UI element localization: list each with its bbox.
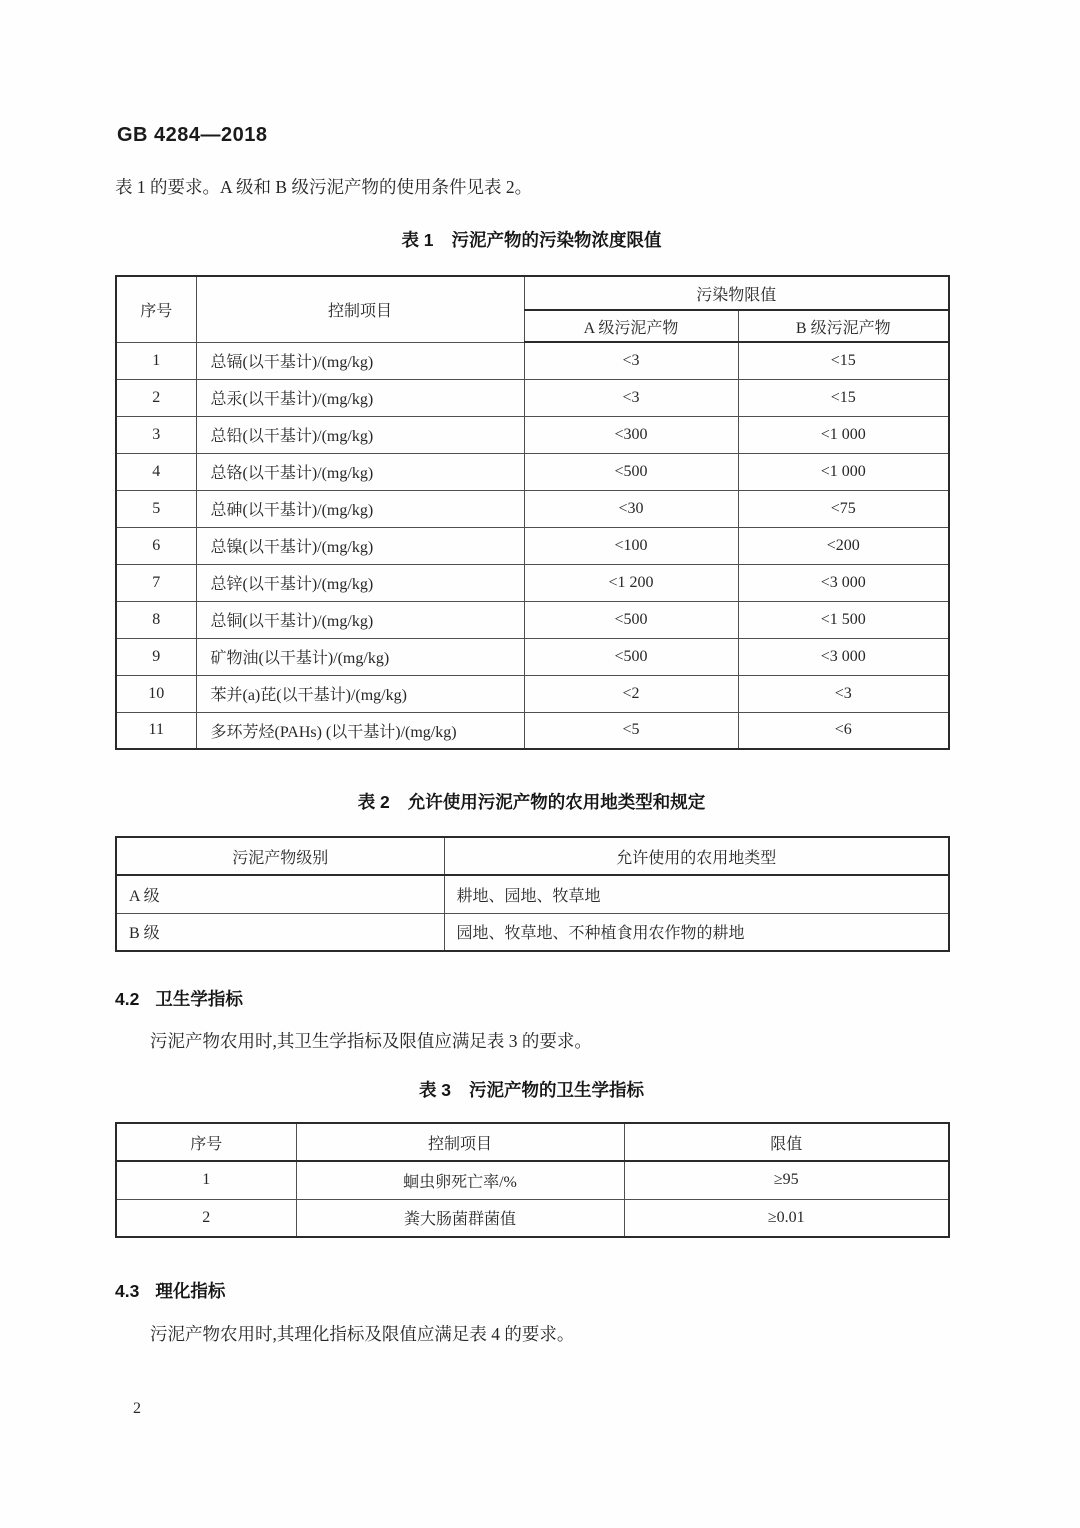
table-cell: 总锌(以干基计)/(mg/kg) [196,564,524,601]
section-4-3-number: 4.3 [115,1281,140,1301]
table-row [116,527,949,564]
table-cell: ≥95 [624,1161,949,1199]
section-4-2-paragraph: 污泥产物农用时,其卫生学指标及限值应满足表 3 的要求。 [150,1031,592,1051]
table3-header-serial: 序号 [116,1123,296,1161]
table-cell: 总铬(以干基计)/(mg/kg) [196,453,524,490]
page-number: 2 [133,1400,141,1417]
table-cell: <2 [524,675,738,712]
table-row [116,342,949,379]
table-cell: <6 [738,712,949,749]
table-cell: <1 000 [738,416,949,453]
table-row [116,1199,949,1237]
table-row [116,675,949,712]
table1-caption [115,227,948,252]
table-cell: <3 000 [738,638,949,675]
table-cell: <1 500 [738,601,949,638]
table-cell: 总汞(以干基计)/(mg/kg) [196,379,524,416]
table3-caption-text: 污泥产物的卫生学指标 [469,1080,645,1100]
table2-caption-label: 表 2 [357,792,390,812]
table-cell: <3 [738,675,949,712]
table-cell: <15 [738,342,949,379]
table-cell: 2 [116,379,196,416]
table3-header-row [116,1123,949,1161]
table2-land-types [115,836,950,952]
table-cell: 5 [116,490,196,527]
table3-caption [115,1077,948,1102]
table-cell: <30 [524,490,738,527]
table1-header-grade-a: A 级污泥产物 [524,310,738,342]
table-cell: 7 [116,564,196,601]
table-cell: <300 [524,416,738,453]
table1-header-row-1 [116,276,949,310]
table-cell: 总铜(以干基计)/(mg/kg) [196,601,524,638]
table-cell: <3 [524,379,738,416]
table-cell: 总砷(以干基计)/(mg/kg) [196,490,524,527]
table-cell: 蛔虫卵死亡率/% [296,1161,624,1199]
table-cell: <500 [524,638,738,675]
table3-hygiene-indicators [115,1122,950,1238]
table-row [116,638,949,675]
section-4-2-heading [115,986,948,1011]
table-cell: <100 [524,527,738,564]
table-cell: <75 [738,490,949,527]
table1-header-serial: 序号 [116,276,196,342]
table-cell: <200 [738,527,949,564]
table-cell: 4 [116,453,196,490]
section-4-2-title: 卫生学指标 [155,989,243,1009]
table-cell: 1 [116,1161,296,1199]
table1-body [116,342,949,749]
section-4-2-number: 4.2 [115,989,140,1009]
table-row [116,379,949,416]
table3-header-item: 控制项目 [296,1123,624,1161]
table-row [116,712,949,749]
section-4-3-paragraph: 污泥产物农用时,其理化指标及限值应满足表 4 的要求。 [150,1324,575,1344]
table-cell: <3 [524,342,738,379]
table2-header-row [116,837,949,875]
table2-body [116,875,949,951]
table-cell: 3 [116,416,196,453]
table3-header-limit: 限值 [624,1123,949,1161]
table-cell: <1 200 [524,564,738,601]
table-cell: <1 000 [738,453,949,490]
table3-caption-label: 表 3 [418,1080,452,1100]
section-4-3-heading [115,1278,948,1303]
table-row [116,564,949,601]
table-cell: <5 [524,712,738,749]
table-cell: 总镍(以干基计)/(mg/kg) [196,527,524,564]
table1-caption-label: 表 1 [401,230,434,250]
table1-header-group: 污染物限值 [524,276,949,310]
table1-header-grade-b: B 级污泥产物 [738,310,949,342]
table-row [116,453,949,490]
table-cell: 粪大肠菌群菌值 [296,1199,624,1237]
table-cell: A 级 [116,875,444,913]
table-cell: 1 [116,342,196,379]
table-cell: 11 [116,712,196,749]
table-cell: 耕地、园地、牧草地 [444,875,949,913]
table-row [116,416,949,453]
table-cell: 苯并(a)芘(以干基计)/(mg/kg) [196,675,524,712]
table-cell: 10 [116,675,196,712]
table-row [116,875,949,913]
table-row [116,1161,949,1199]
table-cell: 总镉(以干基计)/(mg/kg) [196,342,524,379]
table-cell: 2 [116,1199,296,1237]
table-row [116,601,949,638]
table2-header-grade: 污泥产物级别 [116,837,444,875]
table-cell: <15 [738,379,949,416]
table-cell: B 级 [116,913,444,951]
table1-header-item: 控制项目 [196,276,524,342]
table2-caption-text: 允许使用污泥产物的农用地类型和规定 [407,792,706,812]
section-4-3-title: 理化指标 [155,1281,226,1301]
table-cell: 矿物油(以干基计)/(mg/kg) [196,638,524,675]
table2-header-land: 允许使用的农用地类型 [444,837,949,875]
table-cell: 9 [116,638,196,675]
table3-body [116,1161,949,1237]
standard-code: GB 4284—2018 [117,124,268,146]
table-cell: 6 [116,527,196,564]
table-cell: <500 [524,453,738,490]
table-cell: 8 [116,601,196,638]
table-cell: 多环芳烃(PAHs) (以干基计)/(mg/kg) [196,712,524,749]
table-row [116,913,949,951]
table-cell: <500 [524,601,738,638]
intro-paragraph: 表 1 的要求。A 级和 B 级污泥产物的使用条件见表 2。 [115,177,533,197]
table1-caption-text: 污泥产物的污染物浓度限值 [451,230,662,250]
table-row [116,490,949,527]
table-cell: 总铅(以干基计)/(mg/kg) [196,416,524,453]
table-cell: ≥0.01 [624,1199,949,1237]
table-cell: 园地、牧草地、不种植食用农作物的耕地 [444,913,949,951]
table-cell: <3 000 [738,564,949,601]
table2-caption [115,789,948,814]
table1-pollutant-limits [115,275,950,750]
